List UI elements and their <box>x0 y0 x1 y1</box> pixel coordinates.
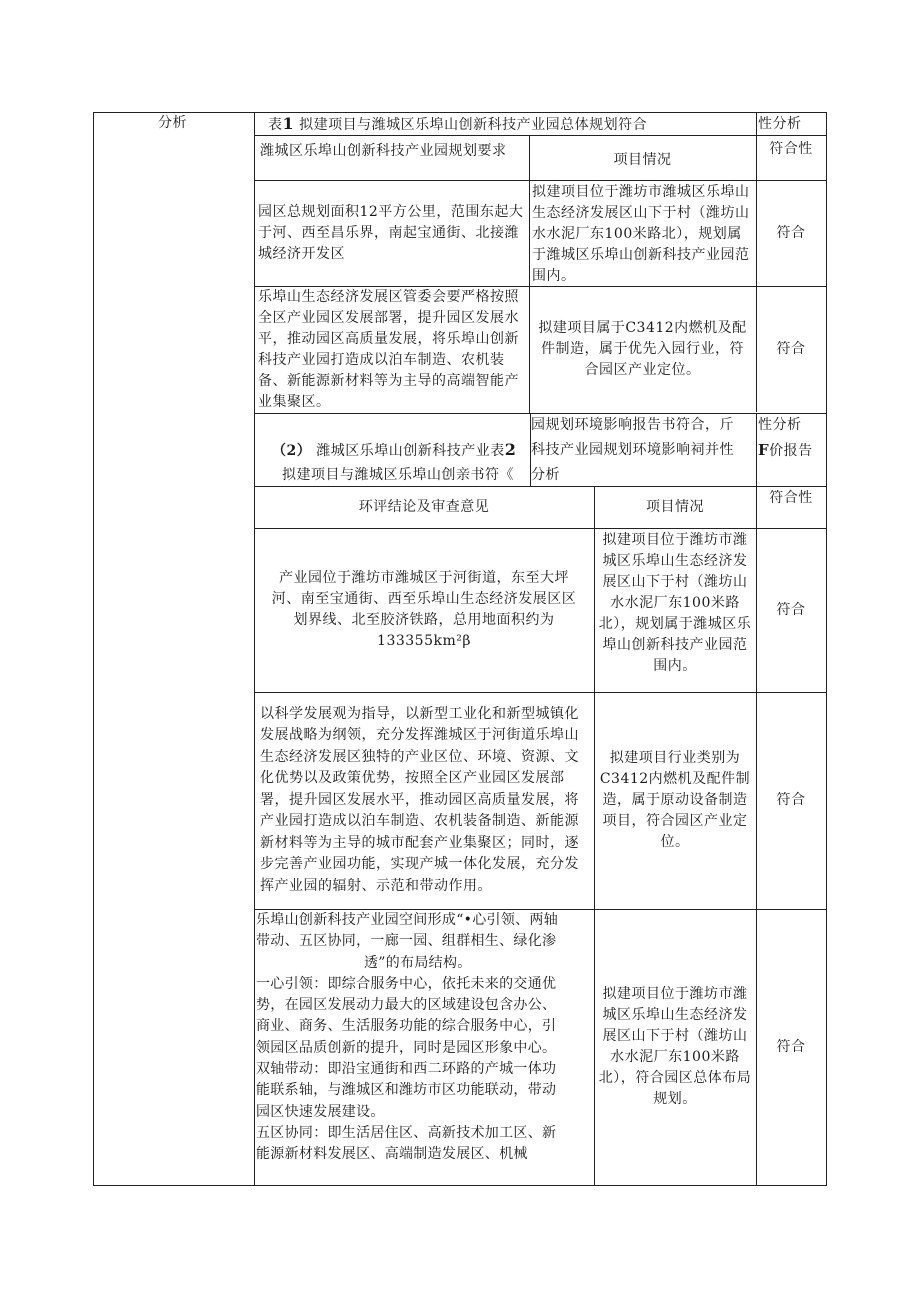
table2-caption-far-text: 价报告 <box>769 443 813 459</box>
table2-caption-right-line2: 科技产业园规划环境影响祠并性 <box>531 442 734 458</box>
conclusion-line: 商业、商务、生活服务功能的综合服务中心，引 <box>256 1018 557 1035</box>
table2-header-conformity: 符合性 <box>769 489 813 506</box>
conclusion-line: 能源新材料发展区、高端制造发展区、机械 <box>256 1146 528 1163</box>
table2-row3-conclusion <box>256 910 594 1166</box>
table2-row1-conformity: 符合 <box>776 601 806 618</box>
table1-header-situation: 项目情况 <box>613 151 672 168</box>
table2-header-conclusion: 环评结论及审查意见 <box>358 498 490 515</box>
table2-row2-conformity: 符合 <box>776 792 806 808</box>
table2-header-situation: 项目情况 <box>646 498 704 515</box>
conclusion-line: 透”的布局结构。 <box>364 954 472 971</box>
table1-row1-conformity: 符合 <box>776 224 806 241</box>
table1-row2-situation: 拟建项目属于C3412内燃机及配件制造，属于优先入园行业，符合园区产业定位。 <box>538 320 747 378</box>
section-label: 分析 <box>158 115 187 131</box>
table2-row2-conclusion: 以科学发展观为指导，以新型工业化和新型城镇化发展战略为纲领，充分发挥潍城区于河街道乐埠山生态经济发展区独特的产业区位、环境、资源、文化优势以及政策优势，按照全区产业园区发展部署，提升园区发展水平，推动园区高质量发展，将产业园打造成以泊车制造、农机装备制造、新能源新材料等为主导的城市配套产业集聚区；同时，逐步完善产业园功能，实现产城一体化发展，充分发挥产业园的辐射、示范和带动作用。 <box>260 705 579 894</box>
table2-caption-right-line3: 分析 <box>531 467 560 483</box>
table2-caption-far-line2 <box>758 440 813 461</box>
conclusion-line: 园区快速发展建设。 <box>256 1103 385 1120</box>
table1-caption-text: 拟建项目与潍城区乐埠山创新科技产业园总体规划符合 <box>299 117 648 133</box>
table1-caption-num: 1 <box>282 114 295 133</box>
conclusion-line: 能联系轴，与潍城区和潍坊市区功能联动，带动 <box>256 1082 557 1099</box>
table2-row3-conformity: 符合 <box>776 1038 806 1055</box>
conclusion-line: 双轴带动：即沿宝通街和西二环路的产城一体功 <box>256 1061 557 1078</box>
table2-caption-pre: （2） <box>272 443 312 459</box>
table2-caption-far-bold: F <box>758 441 770 459</box>
table1-caption-prefix: 表 <box>268 117 283 133</box>
table2-caption-far-line1: 性分析 <box>758 417 802 433</box>
table1-header-conformity: 符合性 <box>769 140 813 157</box>
table2-row2-situation: 拟建项目行业类别为C3412内燃机及配件制造，属于原动设备制造项目，符合园区产业定位。 <box>599 750 751 850</box>
conclusion-line: 势，在园区发展动力最大的区域建设包含办公、 <box>256 997 557 1014</box>
table1-header-requirement: 潍城区乐埠山创新科技产业园规划要求 <box>260 142 507 159</box>
table2-row1-situation: 拟建项目位于潍坊市潍城区乐埠山生态经济发展区山下于村（潍坊山水水泥厂东100米路北），规划属于潍城区乐埠山创新科技产业园范围内。 <box>598 531 752 674</box>
table2-row3-situation: 拟建项目位于潍坊市潍城区乐埠山生态经济发展区山下于村（潍坊山水水泥厂东100米路北），符合园区总体布局规划。 <box>598 986 752 1107</box>
table2-row1-conclusion: 产业园位于潍坊市潍城区于河街道，东至大坪河、南至宝通街、西至乐埠山生态经济发展区区划界线、北至胶济铁路，总用地面积约为133355km²β <box>271 570 577 649</box>
table2-caption-line2: 拟建项目与潍城区乐埠山创亲书符《 <box>282 467 514 483</box>
table1-row2-requirement: 乐埠山生态经济发展区管委会要严格按照全区产业园区发展部署，提升园区发展水平，推动园区高质量发展，将乐埠山创新科技产业园打造成以泊车制造、农机装备、新能源新材料等为主导的高端智能产业集聚区。 <box>258 288 519 410</box>
table2-caption-right-line1: 园规划环境影响报告书符合，斤 <box>531 417 734 433</box>
table1-row1-situation: 拟建项目位于潍坊市潍城区乐埠山生态经济发展区山下于村（潍坊山水水泥厂东100米路北），规划属于潍城区乐埠山创新科技产业园范围内。 <box>532 184 750 284</box>
table1-row1-requirement: 园区总规划面积12平方公里，范围东起大于河、西至昌乐界，南起宝通街、北接潍城经济开发区 <box>258 203 524 262</box>
table2-caption-mid: 潍城区乐埠山创新科技产业表 <box>316 443 505 459</box>
conclusion-line: 一心引领：即综合服务中心，依托未来的交通优 <box>256 975 557 992</box>
conclusion-line: 五区协同：即生活居住区、高新技术加工区、新 <box>256 1124 557 1141</box>
table1-row2-conformity: 符合 <box>776 341 806 357</box>
table1-caption <box>268 114 647 135</box>
conclusion-line: 带动、五区协同，一廊一园、组群相生、绿化渗 <box>256 933 557 950</box>
conclusion-line: 领园区品质创新的提升，同时是园区形象中心。 <box>256 1039 557 1056</box>
table1-caption-suffix: 性分析 <box>758 116 802 132</box>
table2-caption-num: 2 <box>504 440 517 459</box>
conclusion-line: 乐埠山创新科技产业园空间形成“•心引领、两轴 <box>256 912 559 928</box>
table2-caption-line1 <box>272 440 516 461</box>
